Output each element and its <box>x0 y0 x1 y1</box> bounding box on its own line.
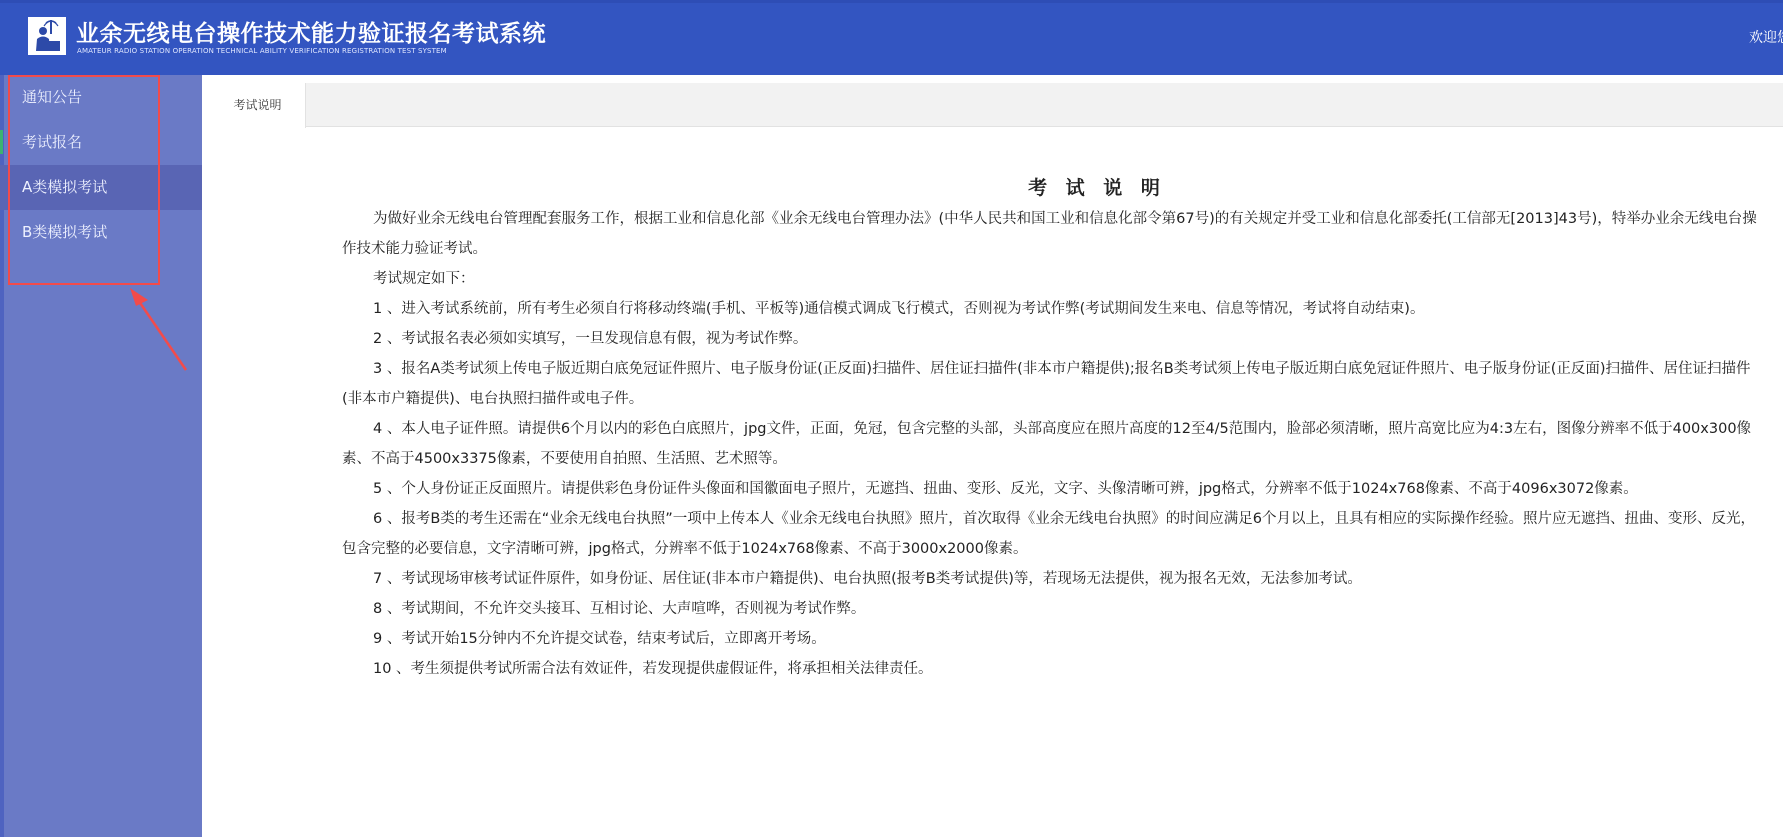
document-title: 考 试 说 明 <box>1028 177 1166 199</box>
document-paragraph: 7 、考试现场审核考试证件原件，如身份证、居住证(非本市户籍提供)、电台执照(报考B类考试提供)等，若现场无法提供，视为报名无效，无法参加考试。 <box>373 571 1362 587</box>
document-paragraph: 2 、考试报名表必须如实填写，一旦发现信息有假，视为考试作弊。 <box>373 331 808 347</box>
document-paragraph: 6 、报考B类的考生还需在“业余无线电台执照”一项中上传本人《业余无线电台执照》照片，首次取得《业余无线电台执照》的时间应满足6个月以上，且具有相应的实际操作经验。照片应无遮挡、扭曲、变形、反光，包含完整的必要信息，文字清晰可辨，jpg格式，分辨率不低于1024x768像素、不高于3000x2000像素。 <box>342 511 1756 557</box>
sidebar-item-exam-registration[interactable]: 考试报名 <box>22 133 83 151</box>
document-paragraph: 1 、进入考试系统前，所有考生必须自行将移动终端(手机、平板等)通信模式调成飞行模式，否则视为考试作弊(考试期间发生来电、信息等情况，考试将自动结束)。 <box>373 301 1425 317</box>
tab-bar <box>210 83 1783 127</box>
system-title: 业余无线电台操作技术能力验证报名考试系统 <box>76 21 546 47</box>
sidebar-item-notices[interactable]: 通知公告 <box>22 88 83 106</box>
document-paragraph: 10 、考生须提供考试所需合法有效证件，若发现提供虚假证件，将承担相关法律责任。 <box>373 661 933 677</box>
annotation-arrow-icon <box>120 280 200 380</box>
document-paragraph: 为做好业余无线电台管理配套服务工作，根据工业和信息化部《业余无线电台管理办法》(中华人民共和国工业和信息化部令第67号)的有关规定并受工业和信息化部委托(工信部无[2013]43号)，特举办业余无线电台操作技术能力验证考试。 <box>342 211 1757 257</box>
tab-exam-instructions[interactable]: 考试说明 <box>210 83 306 128</box>
system-subtitle: AMATEUR RADIO STATION OPERATION TECHNICAL ABILITY VERIFICATION REGISTRATION TEST SYSTEM <box>77 47 447 55</box>
document-paragraph: 5 、个人身份证正反面照片。请提供彩色身份证件头像面和国徽面电子照片，无遮挡、扭曲、变形、反光，文字、头像清晰可辨，jpg格式，分辨率不低于1024x768像素、不高于4096x3072像素。 <box>373 481 1638 497</box>
document-paragraph: 8 、考试期间，不允许交头接耳、互相讨论、大声喧哗，否则视为考试作弊。 <box>373 601 866 617</box>
welcome-text: 欢迎您 <box>1749 30 1791 46</box>
sidebar-item-b-mock-exam[interactable]: B类模拟考试 <box>22 223 108 241</box>
document-paragraph: 考试规定如下： <box>373 271 475 287</box>
main-panel <box>210 83 1783 837</box>
top-header <box>0 0 1791 75</box>
sidebar-item-a-mock-exam[interactable]: A类模拟考试 <box>0 165 202 210</box>
radio-operator-logo-icon <box>28 17 66 55</box>
document-paragraph: 3 、报名A类考试须上传电子版近期白底免冠证件照片、电子版身份证(正反面)扫描件、居住证扫描件(非本市户籍提供);报名B类考试须上传电子版近期白底免冠证件照片、电子版身份证(正反面)扫描件、居住证扫描件(非本市户籍提供)、电台执照扫描件或电子件。 <box>342 361 1751 407</box>
document-paragraph: 4 、本人电子证件照。请提供6个月以内的彩色白底照片，jpg文件，正面，免冠，包含完整的头部，头部高度应在照片高度的12至4/5范围内，脸部必须清晰，照片高宽比应为4:3左右，图像分辨率不低于400x300像素、不高于4500x3375像素，不要使用自拍照、生活照、艺术照等。 <box>342 421 1752 467</box>
exam-instructions-document <box>342 173 1762 684</box>
sidebar-selection-marker <box>0 130 3 154</box>
document-paragraph: 9 、考试开始15分钟内不允许提交试卷，结束考试后，立即离开考场。 <box>373 631 826 647</box>
